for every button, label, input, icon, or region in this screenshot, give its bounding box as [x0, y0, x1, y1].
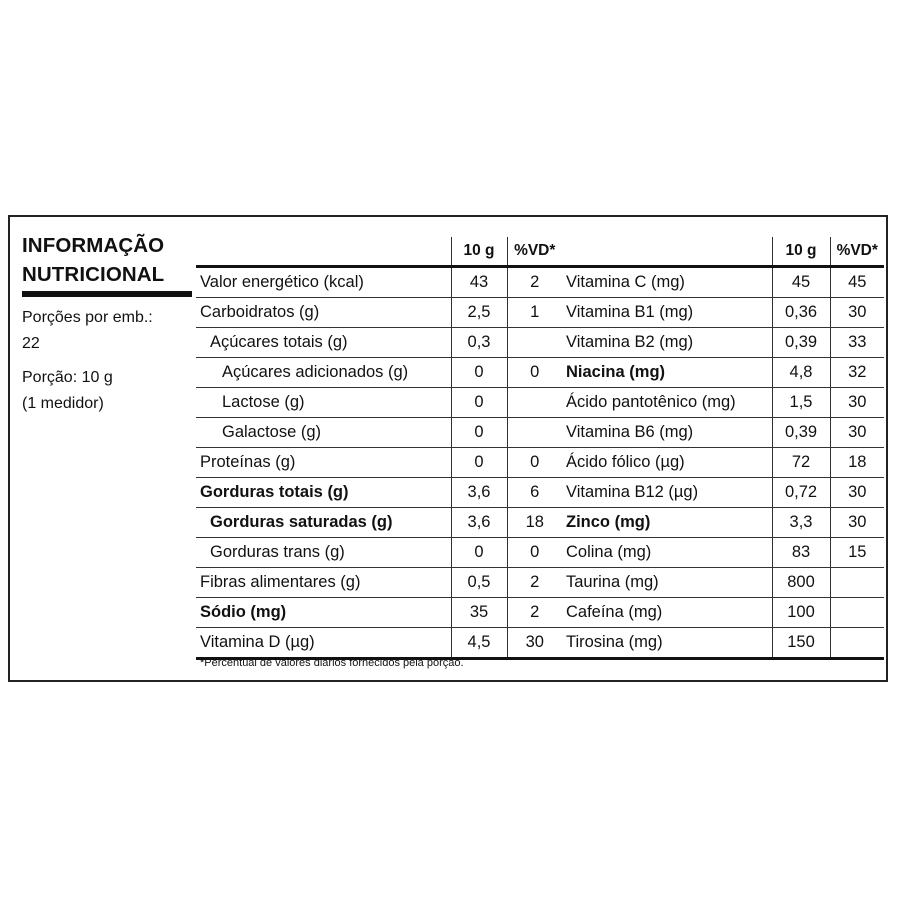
table-row: [196, 508, 562, 538]
daily-value-footnote: *Percentual de valores diários fornecidos pela porção.: [200, 657, 464, 669]
table-row: [196, 298, 562, 328]
table-header-row: [562, 237, 884, 267]
nutrient-amount: 3,6: [451, 478, 507, 508]
nutrient-amount: 0,36: [772, 298, 830, 328]
header-daily-value: %VD*: [507, 237, 562, 267]
table-row: [196, 538, 562, 568]
nutrient-amount: 100: [772, 598, 830, 628]
nutrient-amount: 0: [451, 448, 507, 478]
table-row: [196, 568, 562, 598]
table-row: [562, 267, 884, 298]
table-row: [196, 418, 562, 448]
nutrient-daily-value: 30: [830, 298, 884, 328]
nutrient-amount: 0,39: [772, 328, 830, 358]
table-row: [562, 478, 884, 508]
header-daily-value: %VD*: [830, 237, 884, 267]
nutrient-amount: 3,3: [772, 508, 830, 538]
nutrient-name: Gorduras trans (g): [196, 538, 451, 568]
table-row: [196, 628, 562, 659]
nutrient-amount: 0,72: [772, 478, 830, 508]
nutrient-amount: 45: [772, 267, 830, 298]
nutrient-name: Vitamina B6 (mg): [562, 418, 772, 448]
header-nutrient: [196, 237, 451, 267]
nutrient-daily-value: 2: [507, 267, 562, 298]
table-row: [562, 628, 884, 659]
nutrient-name: Zinco (mg): [562, 508, 772, 538]
nutrient-name: Vitamina D (µg): [196, 628, 451, 659]
nutrient-daily-value: 30: [830, 388, 884, 418]
nutrient-daily-value: 6: [507, 478, 562, 508]
nutrients-table-right: [562, 237, 884, 660]
servings-per-package-value: 22: [22, 335, 40, 352]
nutrient-daily-value: 30: [830, 508, 884, 538]
nutrient-name: Gorduras saturadas (g): [196, 508, 451, 538]
nutrient-amount: 800: [772, 568, 830, 598]
nutrient-name: Tirosina (mg): [562, 628, 772, 659]
nutrient-amount: 72: [772, 448, 830, 478]
header-nutrient: [562, 237, 772, 267]
header-amount: 10 g: [772, 237, 830, 267]
nutrient-amount: 4,8: [772, 358, 830, 388]
table-row: [562, 568, 884, 598]
nutrient-name: Carboidratos (g): [196, 298, 451, 328]
table-row: [196, 358, 562, 388]
nutrient-amount: 35: [451, 598, 507, 628]
nutrient-daily-value: 33: [830, 328, 884, 358]
nutrient-name: Fibras alimentares (g): [196, 568, 451, 598]
nutrient-name: Ácido pantotênico (mg): [562, 388, 772, 418]
nutrient-name: Galactose (g): [196, 418, 451, 448]
nutrition-facts-label: [8, 215, 888, 682]
nutrient-name: Sódio (mg): [196, 598, 451, 628]
nutrient-name: Ácido fólico (µg): [562, 448, 772, 478]
nutrient-daily-value: 0: [507, 538, 562, 568]
nutrient-name: Cafeína (mg): [562, 598, 772, 628]
nutrient-amount: 0: [451, 388, 507, 418]
label-title-line2: NUTRICIONAL: [22, 263, 165, 286]
nutrient-daily-value: [507, 418, 562, 448]
nutrient-daily-value: [830, 568, 884, 598]
table-row: [196, 448, 562, 478]
nutrient-daily-value: 2: [507, 568, 562, 598]
portion-size-label: Porção: 10 g: [22, 369, 113, 386]
nutrient-name: Taurina (mg): [562, 568, 772, 598]
nutrient-daily-value: [507, 388, 562, 418]
nutrient-name: Proteínas (g): [196, 448, 451, 478]
nutrient-amount: 2,5: [451, 298, 507, 328]
portion-size-note: (1 medidor): [22, 395, 104, 412]
nutrient-name: Vitamina B12 (µg): [562, 478, 772, 508]
table-row: [196, 598, 562, 628]
nutrient-daily-value: 45: [830, 267, 884, 298]
nutrient-daily-value: 1: [507, 298, 562, 328]
table-row: [562, 508, 884, 538]
nutrient-name: Vitamina C (mg): [562, 267, 772, 298]
table-row: [562, 328, 884, 358]
nutrient-amount: 150: [772, 628, 830, 659]
nutrient-name: Gorduras totais (g): [196, 478, 451, 508]
nutrient-daily-value: 0: [507, 448, 562, 478]
table-row: [196, 328, 562, 358]
nutrient-amount: 1,5: [772, 388, 830, 418]
nutrient-name: Vitamina B1 (mg): [562, 298, 772, 328]
nutrient-amount: 0,3: [451, 328, 507, 358]
nutrient-daily-value: 2: [507, 598, 562, 628]
table-row: [562, 388, 884, 418]
label-title-line1: INFORMAÇÃO: [22, 234, 165, 257]
nutrient-daily-value: 30: [507, 628, 562, 659]
nutrient-daily-value: [830, 598, 884, 628]
nutrient-name: Niacina (mg): [562, 358, 772, 388]
table-row: [562, 298, 884, 328]
nutrient-amount: 0,39: [772, 418, 830, 448]
nutrient-name: Lactose (g): [196, 388, 451, 418]
nutrient-name: Açúcares adicionados (g): [196, 358, 451, 388]
nutrient-amount: 83: [772, 538, 830, 568]
table-row: [562, 538, 884, 568]
nutrient-amount: 3,6: [451, 508, 507, 538]
nutrient-daily-value: 30: [830, 478, 884, 508]
nutrient-amount: 0,5: [451, 568, 507, 598]
table-header-row: [196, 237, 562, 267]
table-row: [196, 267, 562, 298]
table-row: [562, 418, 884, 448]
nutrient-daily-value: [830, 628, 884, 659]
nutrient-amount: 43: [451, 267, 507, 298]
nutrient-daily-value: 0: [507, 358, 562, 388]
serving-info: [22, 305, 192, 417]
label-header-block: [22, 231, 192, 417]
nutrient-amount: 4,5: [451, 628, 507, 659]
nutrient-amount: 0: [451, 418, 507, 448]
table-row: [562, 358, 884, 388]
title-underline-bar: [22, 291, 192, 297]
nutrient-amount: 0: [451, 358, 507, 388]
nutrient-daily-value: 15: [830, 538, 884, 568]
table-row: [562, 598, 884, 628]
table-row: [196, 388, 562, 418]
nutrient-name: Valor energético (kcal): [196, 267, 451, 298]
nutrient-name: Açúcares totais (g): [196, 328, 451, 358]
nutrient-daily-value: 30: [830, 418, 884, 448]
nutrient-amount: 0: [451, 538, 507, 568]
nutrients-table-left: [196, 237, 562, 660]
nutrient-daily-value: 18: [507, 508, 562, 538]
table-row: [562, 448, 884, 478]
nutrient-daily-value: [507, 328, 562, 358]
nutrient-name: Vitamina B2 (mg): [562, 328, 772, 358]
servings-per-package-label: Porções por emb.:: [22, 309, 153, 326]
nutrient-name: Colina (mg): [562, 538, 772, 568]
nutrient-daily-value: 32: [830, 358, 884, 388]
table-row: [196, 478, 562, 508]
nutrient-daily-value: 18: [830, 448, 884, 478]
header-amount: 10 g: [451, 237, 507, 267]
